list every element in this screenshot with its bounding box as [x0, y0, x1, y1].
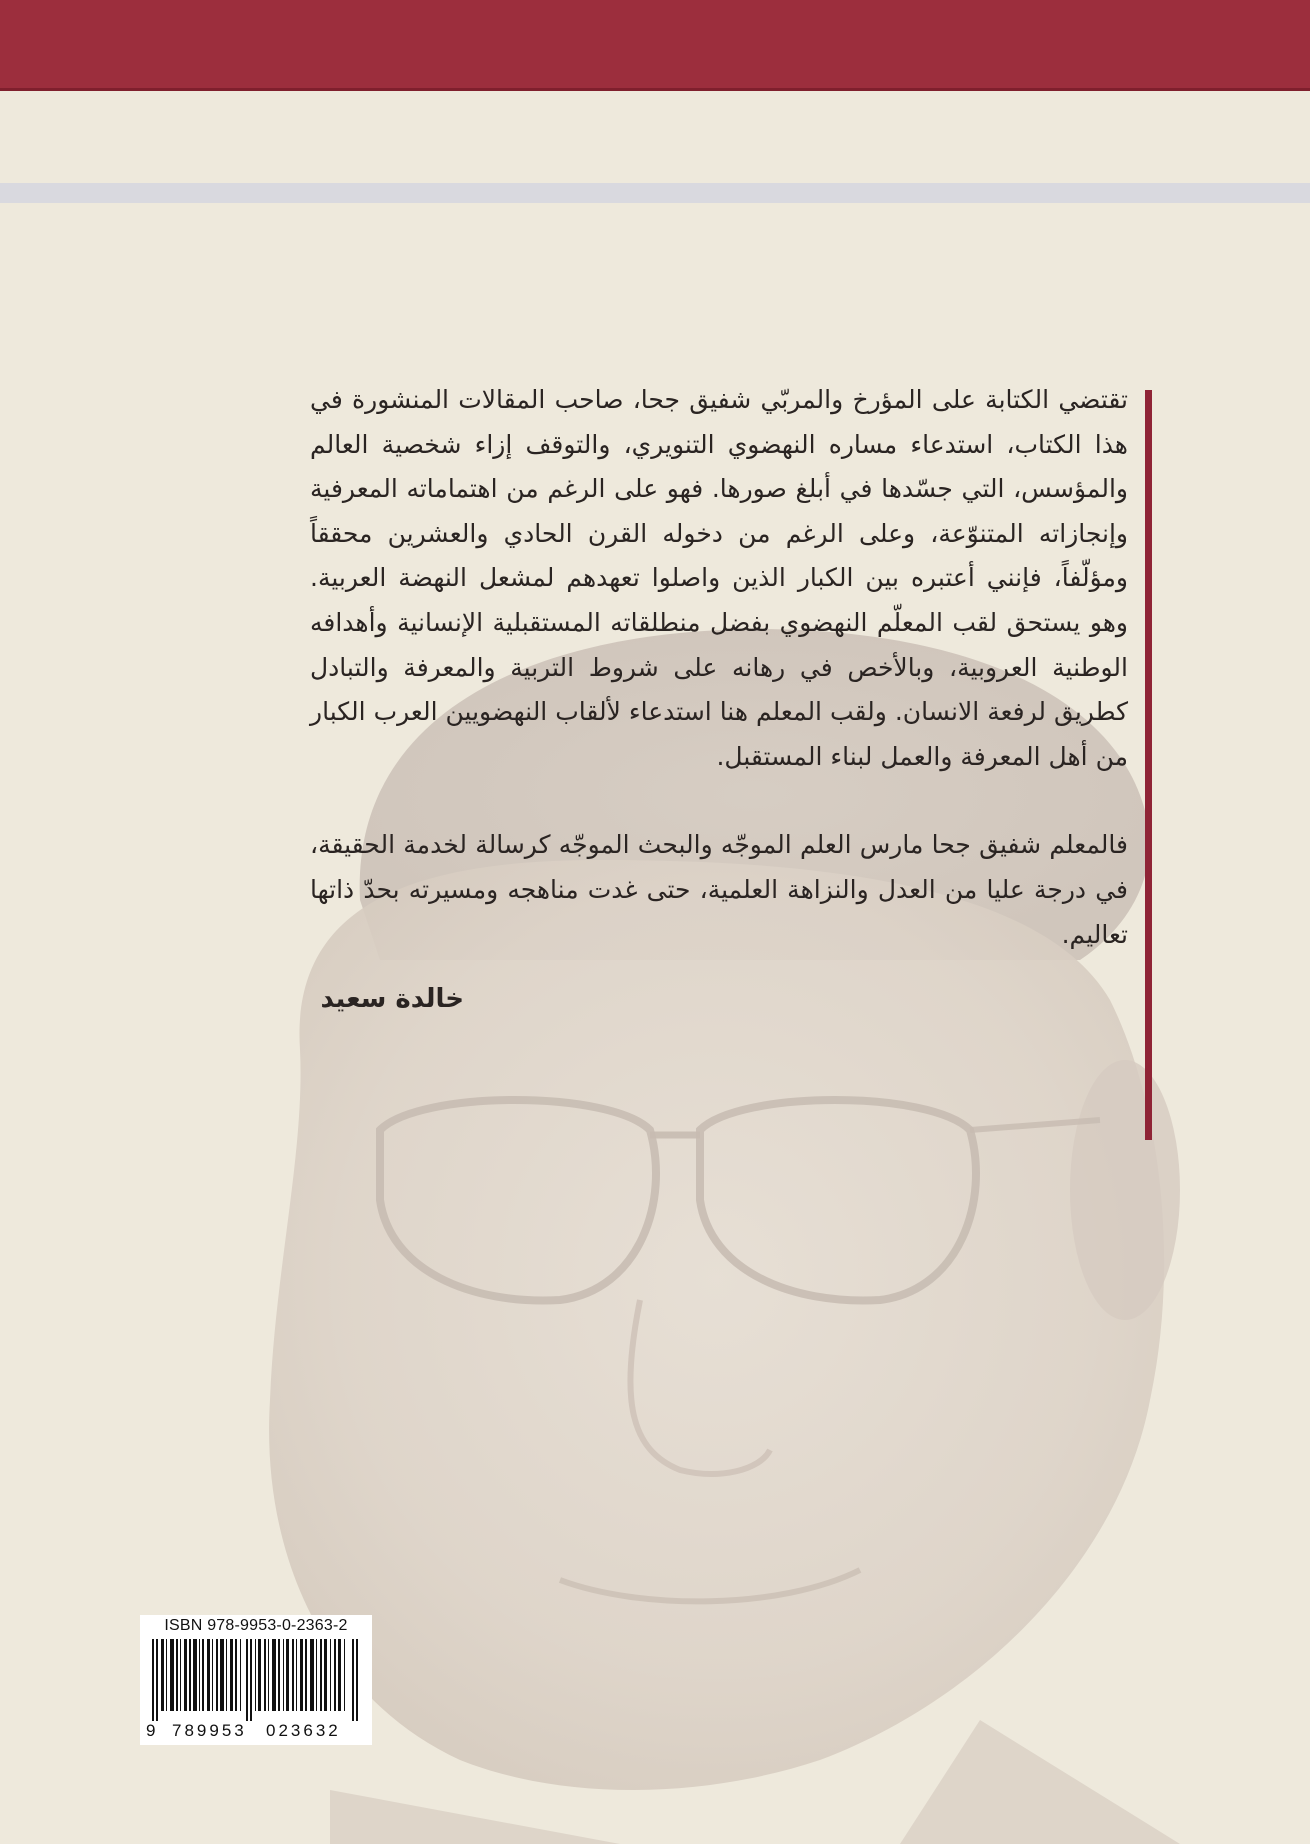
isbn-label: ISBN 978-9953-0-2363-2 — [164, 1617, 348, 1634]
barcode-digit-group-1: 789953 — [172, 1721, 247, 1740]
back-cover-text — [310, 378, 1128, 1022]
accent-vertical-bar — [1145, 390, 1152, 1140]
paragraph-2: فالمعلم شفيق جحا مارس العلم الموجّه والبحث الموجّه كرسالة لخدمة الحقيقة، في درجة عليا من العدل والنزاهة العلمية، حتى غدت مناهجه ومسيرته بحدّ ذاتها تعاليم. — [310, 830, 1128, 949]
paragraph-1: تقتضي الكتابة على المؤرخ والمربّي شفيق جحا، صاحب المقالات المنشورة في هذا الكتاب، استدعاء مساره النهضوي التنويري، والتوقف إزاء شخصية العالم والمؤسس، التي جسّدها في أبلغ صورها. فهو على الرغم من اهتماماته المعرفية وإنجازاته المتنوّعة، وعلى الرغم من دخوله القرن الحادي والعشرين محققاً ومؤلّفاً، فإنني أعتبره بين الكبار الذين واصلوا تعهدهم لمشعل النهضة العربية. وهو يستحق لقب المعلّم النهضوي بفضل منطلقاته المستقبلية الإنسانية وأهدافه الوطنية العروبية، وبالأخص في رهانه على شروط التربية والمعرفة والتبادل كطريق لرفعة الانسان. ولقب المعلم هنا استدعاء لألقاب النهضويين العرب الكبار من أهل المعرفة والعمل لبناء المستقبل. — [310, 385, 1128, 771]
author-signature: خالدة سعيد — [320, 984, 464, 1015]
isbn-barcode — [140, 1615, 372, 1745]
barcode-bars — [152, 1639, 360, 1721]
barcode-lead-digit: 9 — [146, 1721, 156, 1740]
barcode-digit-group-2: 023632 — [266, 1721, 341, 1740]
